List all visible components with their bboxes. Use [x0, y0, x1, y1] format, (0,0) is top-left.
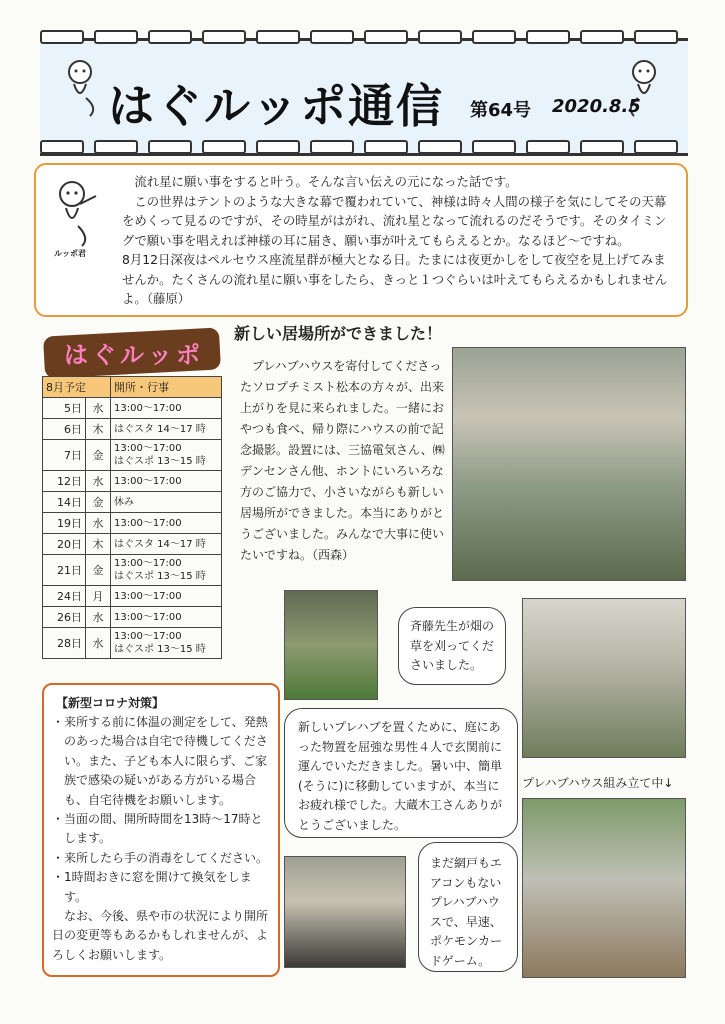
schedule-day: 5日: [43, 398, 86, 419]
schedule-row: [43, 534, 222, 555]
intro-paragraph: 8月12日深夜はペルセウス座流星群が極大となる日。たまには夜更かしをして夜空を見上げてみませんか。たくさんの流れ星に願い事をしたら、きっと１つぐらいは叶えてもらえるかもしれませんよ。（藤原）: [122, 252, 668, 306]
intro-text: [122, 172, 678, 309]
schedule-event: 13:00～17:00 はぐスポ 13～15 時: [111, 628, 222, 659]
schedule-header-month: 8月予定: [43, 377, 111, 398]
schedule-weekday: 金: [86, 440, 111, 471]
bubble-text: 新しいプレハブを置くために、庭にあった物置を屈強な男性４人で玄関前に運んでいただきました。暑い中、簡単(そうに)に移動していますが、本当にお疲れ様でした。大蔵木工さんありがとうございました。: [298, 720, 503, 832]
bubble-text: まだ網戸もエアコンもないプレハブハウスで、早速、ポケモンカードゲーム。: [430, 856, 503, 968]
schedule-header-events: 開所・行事: [111, 377, 222, 398]
intro-paragraph: 流れ星に願い事をすると叶う。そんな言い伝えの元になった話です。: [134, 174, 518, 189]
schedule-day: 20日: [43, 534, 86, 555]
corona-item: ・1時間おきに窓を開けて換気をします。: [52, 870, 252, 904]
schedule-weekday: 月: [86, 586, 111, 607]
corona-item: ・当面の間、開所時間を13時～17時とします。: [52, 812, 263, 846]
corona-item: ・来所したら手の消毒をしてください。: [52, 850, 269, 865]
article-title: 新しい居場所ができました！: [234, 324, 443, 343]
schedule-row: [43, 471, 222, 492]
issue-date: 2020.8.5: [552, 96, 641, 117]
schedule-weekday: 水: [86, 513, 111, 534]
group-photo: [452, 347, 686, 581]
schedule-event: 13:00～17:00 はぐスポ 13～15 時: [111, 555, 222, 586]
corona-item: ・来所する前に体温の測定をして、発熱のあった場合は自宅で待機してください。また、子ども本人に限らず、ご家族で感染の疑いがある方がいる場合も、自宅待機をお願いします。: [52, 715, 268, 807]
prefab-assembly-photo: [522, 798, 686, 978]
schedule-event: 13:00～17:00: [111, 513, 222, 534]
schedule-day: 19日: [43, 513, 86, 534]
schedule-event: 13:00～17:00: [111, 607, 222, 628]
schedule-row: [43, 492, 222, 513]
monkey-icon: [50, 178, 100, 248]
corona-note: なお、今後、県や市の状況により開所日の変更等もあるかもしれませんが、よろしくお願いします。: [52, 909, 269, 962]
schedule-row: [43, 555, 222, 586]
schedule-weekday: 金: [86, 492, 111, 513]
corona-body: [52, 713, 274, 965]
schedule-event: 13:00～17:00: [111, 398, 222, 419]
schedule-row: [43, 419, 222, 440]
banner-text: はぐルッポ: [64, 341, 204, 369]
newsletter-title: はぐルッポ通信: [108, 79, 444, 133]
schedule-weekday: 金: [86, 555, 111, 586]
schedule-event: 13:00～17:00: [111, 471, 222, 492]
article-body: [240, 356, 446, 566]
schedule-table: [42, 376, 222, 659]
schedule-day: 24日: [43, 586, 86, 607]
schedule-day: 7日: [43, 440, 86, 471]
article-paragraph: プレハブハウスを寄付してくださったソロプチミスト松本の方々が、出来上がりを見に来られました。一緒におやつも食べ、帰り際にハウスの前で記念撮影。設置には、三協電気さん、㈱デンセンさん他、ホントにいろいろな方のご協力で、小さいながらも新しい居場所ができました。本当にありがとうございました。みんなで大事に使いたいですね。（西森）: [240, 359, 445, 562]
schedule-weekday: 水: [86, 628, 111, 659]
schedule-event: 休み: [111, 492, 222, 513]
schedule-event: はぐスタ 14～17 時: [111, 534, 222, 555]
schedule-row: [43, 628, 222, 659]
schedule-day: 21日: [43, 555, 86, 586]
schedule-row: [43, 586, 222, 607]
schedule-day: 6日: [43, 419, 86, 440]
photo-caption: プレハブハウス組み立て中↓: [522, 776, 674, 790]
schedule-row: [43, 607, 222, 628]
schedule-day: 12日: [43, 471, 86, 492]
card-game-photo: [284, 856, 406, 968]
header-decoration-top: [40, 30, 688, 44]
schedule-day: 26日: [43, 607, 86, 628]
schedule-event: 13:00～17:00 はぐスポ 13～15 時: [111, 440, 222, 471]
bubble-text: 斉藤先生が畑の草を刈ってくださいました。: [410, 619, 495, 672]
issue-number: 第64号: [470, 100, 532, 121]
corona-title: 【新型コロナ対策】: [56, 696, 165, 710]
grass-cutting-photo: [284, 590, 378, 700]
schedule-weekday: 木: [86, 534, 111, 555]
schedule-day: 14日: [43, 492, 86, 513]
schedule-weekday: 水: [86, 471, 111, 492]
schedule-weekday: 水: [86, 607, 111, 628]
schedule-weekday: 木: [86, 419, 111, 440]
schedule-row: [43, 513, 222, 534]
header-decoration-bottom: [40, 140, 688, 154]
intro-paragraph: この世界はテントのような大きな幕で覆われていて、神様は時々人間の様子を気にしてその天幕をめくって見るのですが、その時星がはがれ、流れ星となって流れるのだそうです。そのタイミングで願い事を唱えれば神様の耳に届き、願い事が叶えてもらえるとか。なるほど～ですね。: [122, 193, 667, 248]
schedule-event: はぐスタ 14～17 時: [111, 419, 222, 440]
schedule-day: 28日: [43, 628, 86, 659]
character-label: ルッポ君: [54, 249, 86, 258]
schedule-row: [43, 398, 222, 419]
schedule-event: 13:00～17:00: [111, 586, 222, 607]
monkey-icon: [60, 58, 100, 118]
schedule-weekday: 水: [86, 398, 111, 419]
schedule-row: [43, 440, 222, 471]
shed-moving-photo: [522, 598, 686, 758]
